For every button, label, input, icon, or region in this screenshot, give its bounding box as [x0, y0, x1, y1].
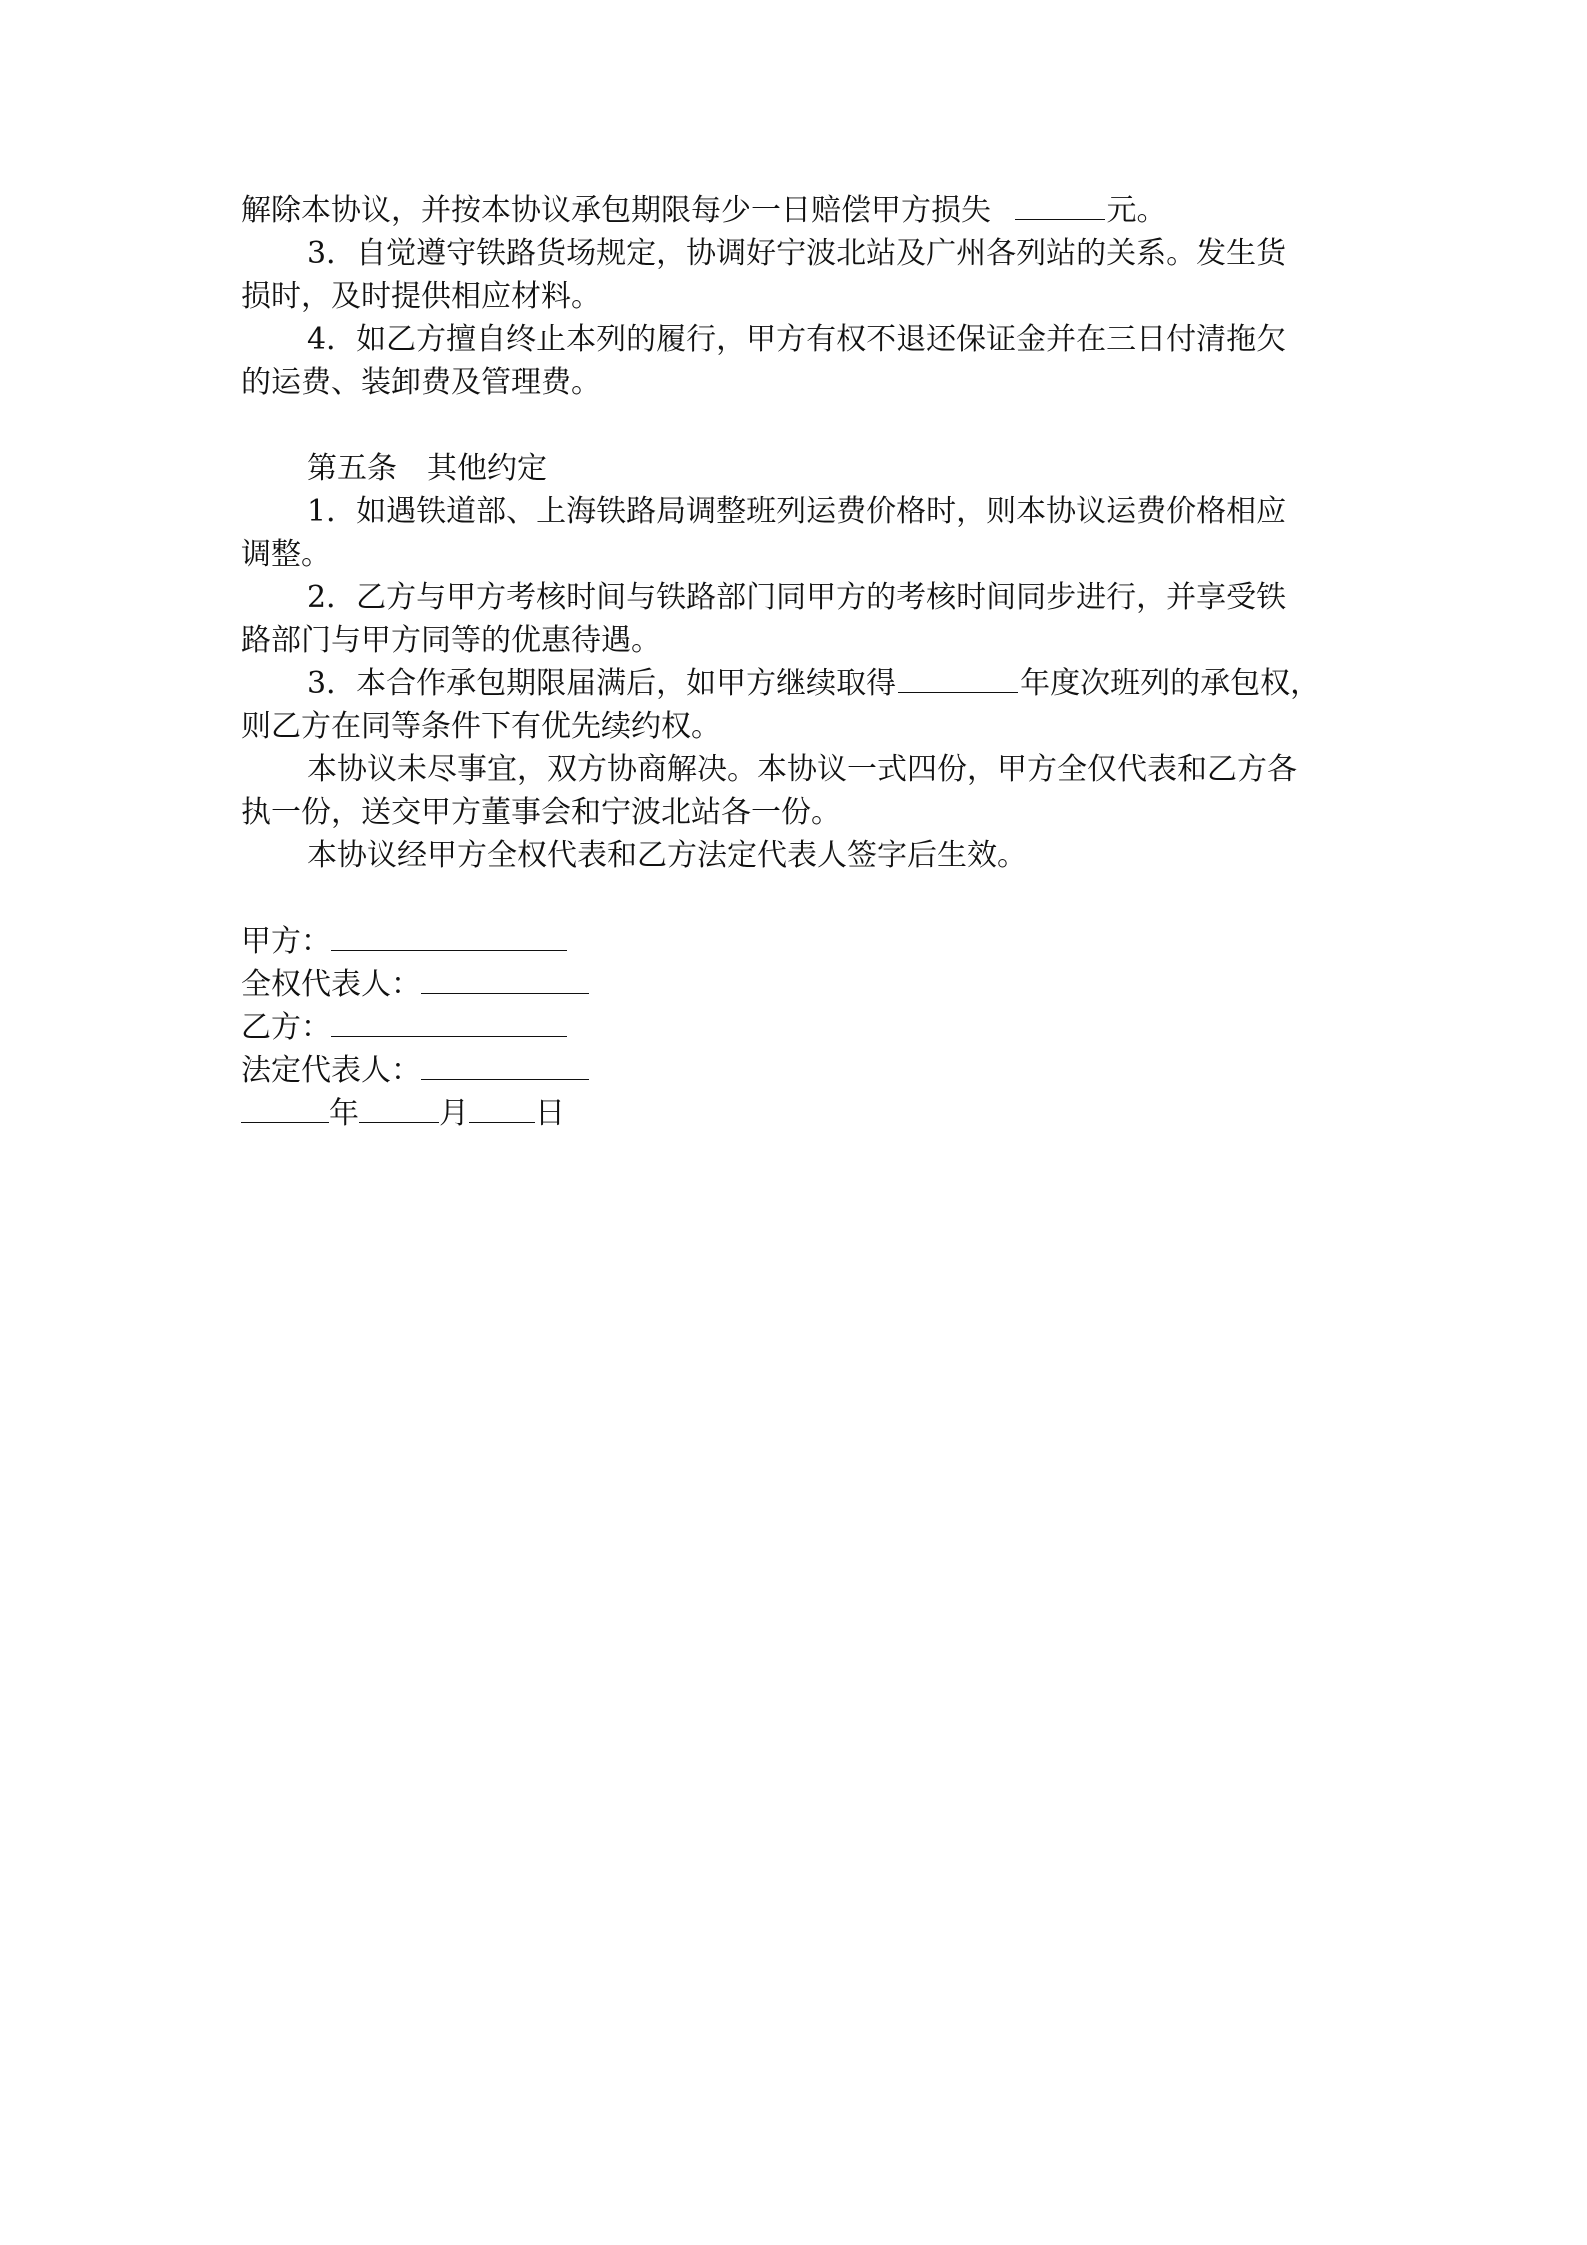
signature-party-b-rep [241, 1049, 1347, 1092]
clause-item-4-line1: 4．如乙方擅自终止本列的履行，甲方有权不退还保证金并在三日付清拖欠 [307, 322, 1287, 357]
party-b-rep-label: 法定代表人： [241, 1053, 421, 1088]
article-5-para-a-line1: 本协议未尽事宜，双方协商解决。本协议一式四份，甲方全仅代表和乙方各 [307, 752, 1297, 787]
clause-item-4-cont [241, 361, 1347, 404]
article-5-item-1-line1: 1．如遇铁道部、上海铁路局调整班列运费价格时，则本协议运费价格相应 [307, 494, 1287, 529]
signature-party-b [241, 1006, 1347, 1049]
party-b-rep-line [421, 1050, 589, 1080]
party-a-label: 甲方： [241, 924, 331, 959]
article-5-item-2 [241, 576, 1347, 619]
date-month-line [359, 1093, 439, 1123]
clause-item-4 [241, 318, 1347, 361]
amount-unit: 元。 [1106, 193, 1167, 228]
article-5-item-1-line2: 调整。 [241, 537, 331, 572]
date-month-label: 月 [439, 1096, 469, 1131]
article-5-item-1 [241, 490, 1347, 533]
clause-item-3-line2: 损时，及时提供相应材料。 [241, 279, 601, 314]
article-5-para-a-line2: 执一份，送交甲方董事会和宁波北站各一份。 [241, 795, 841, 830]
article-5-item-3-line1b: 年度次班列的承包权， [1020, 666, 1321, 701]
party-b-line [331, 1007, 567, 1037]
clause-item-3-line1: 3．自觉遵守铁路货场规定，协调好宁波北站及广州各列站的关系。发生货 [307, 236, 1287, 271]
article-5-title: 第五条 其他约定 [307, 451, 547, 486]
article-5-item-3 [241, 662, 1347, 705]
signature-block [241, 920, 1347, 1135]
clause-item-3-cont [241, 275, 1347, 318]
article-5-para-b [241, 834, 1347, 877]
spacer [241, 404, 1347, 447]
article-5-item-2-cont [241, 619, 1347, 662]
signature-date [241, 1092, 1347, 1135]
article-5-item-1-cont [241, 533, 1347, 576]
signature-party-a [241, 920, 1347, 963]
article-5-item-3-cont [241, 705, 1347, 748]
party-a-line [331, 921, 567, 951]
date-day-label: 日 [535, 1096, 565, 1131]
amount-blank [1015, 190, 1105, 220]
article-5-item-2-line2: 路部门与甲方同等的优惠待遇。 [241, 623, 661, 658]
clause-text: 解除本协议，并按本协议承包期限每少一日赔偿甲方损失 [241, 193, 991, 228]
article-5-item-3-line2: 则乙方在同等条件下有优先续约权。 [241, 709, 721, 744]
clause-continuation [241, 189, 1347, 232]
article-5-heading [241, 447, 1347, 490]
spacer [241, 877, 1347, 920]
year-blank [898, 663, 1018, 693]
date-year-line [241, 1093, 329, 1123]
article-5-para-a [241, 748, 1347, 791]
party-a-rep-line [421, 964, 589, 994]
party-b-label: 乙方： [241, 1010, 331, 1045]
article-5-para-a-cont [241, 791, 1347, 834]
article-5-para-b-text: 本协议经甲方全权代表和乙方法定代表人签字后生效。 [307, 838, 1027, 873]
article-5-item-2-line1: 2．乙方与甲方考核时间与铁路部门同甲方的考核时间同步进行，并享受铁 [307, 580, 1287, 615]
article-5-item-3-line1a: 3．本合作承包期限届满后，如甲方继续取得 [307, 666, 897, 701]
date-year-label: 年 [329, 1096, 359, 1131]
contract-page [241, 189, 1347, 1135]
signature-party-a-rep [241, 963, 1347, 1006]
date-day-line [469, 1093, 535, 1123]
clause-item-4-line2: 的运费、装卸费及管理费。 [241, 365, 601, 400]
party-a-rep-label: 全权代表人： [241, 967, 421, 1002]
clause-item-3 [241, 232, 1347, 275]
